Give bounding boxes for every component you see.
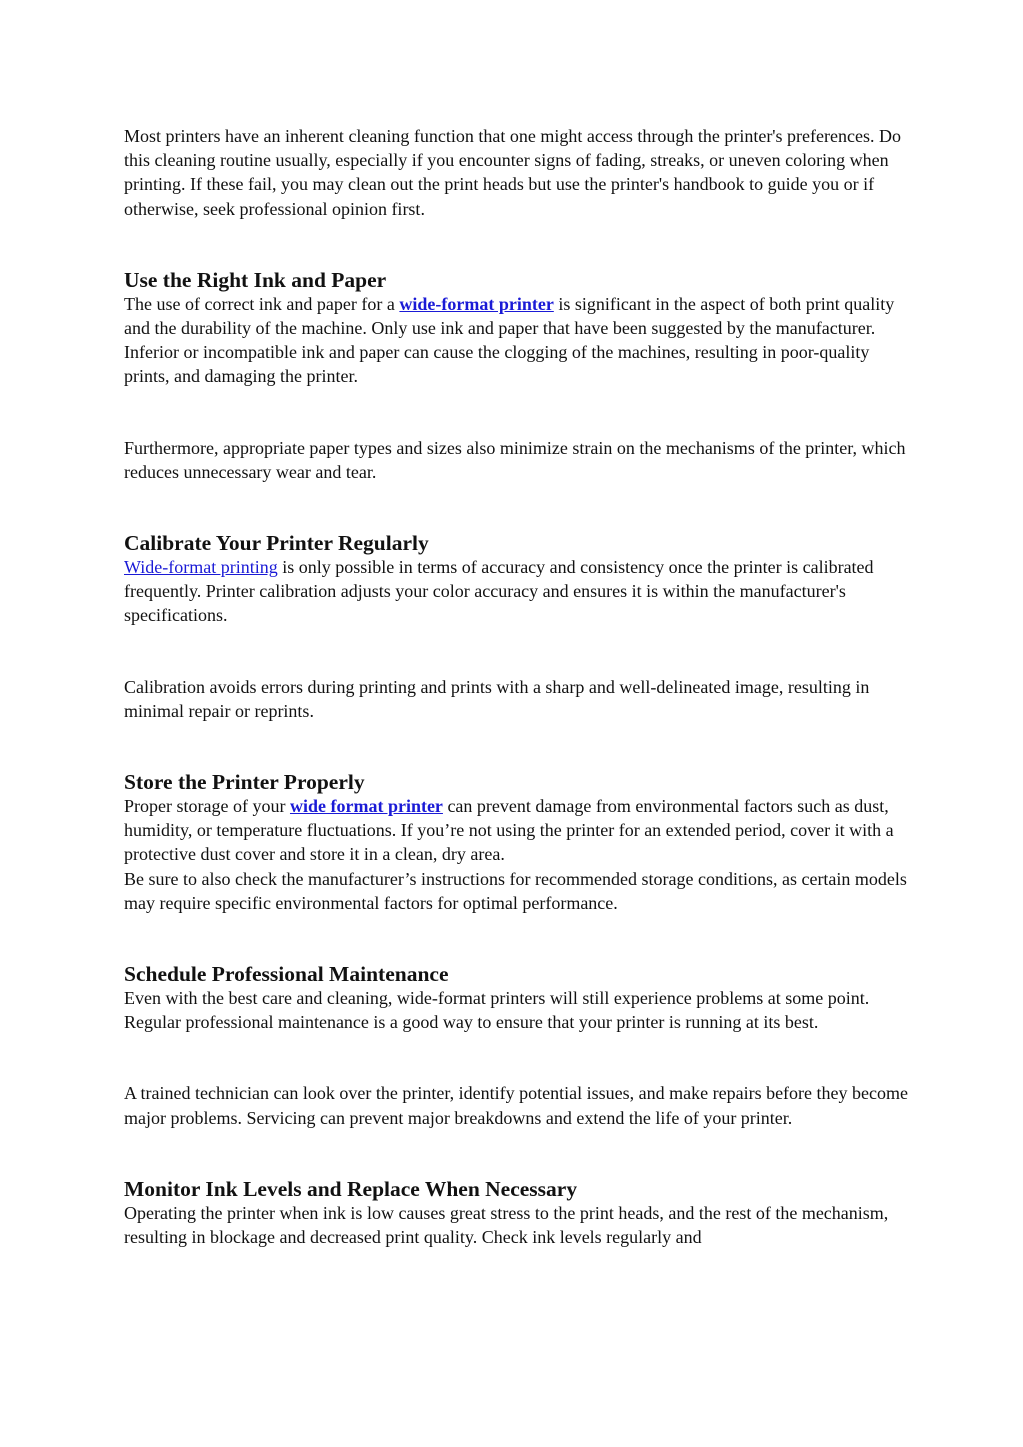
spacer bbox=[124, 221, 914, 268]
spacer bbox=[124, 484, 914, 531]
maintenance-paragraph-1: Even with the best care and cleaning, wide-format printers will still experience problems at some point. Regular professional maintenance is a good way to ensure that your printer is running at its best. bbox=[124, 988, 870, 1033]
heading-calibrate-printer: Calibrate Your Printer Regularly bbox=[124, 531, 429, 556]
ink-paper-paragraph-1 bbox=[124, 292, 914, 389]
spacer bbox=[124, 1034, 914, 1081]
intro-paragraph: Most printers have an inherent cleaning function that one might access through the printer's preferences. Do this cleaning routine usually, especially if you encounter signs of fading, streaks, or uneven coloring when printing. If these fail, you may clean out the print heads but use the printer's handbook to guide you or if otherwise, seek professional opinion first. bbox=[124, 126, 901, 219]
calibrate-paragraph-1 bbox=[124, 555, 914, 628]
spacer bbox=[124, 915, 914, 962]
maintenance-paragraph-2: A trained technician can look over the printer, identify potential issues, and make repairs before they become major problems. Servicing can prevent major breakdowns and extend the life of your printer. bbox=[124, 1083, 908, 1128]
heading-monitor-ink-levels: Monitor Ink Levels and Replace When Necessary bbox=[124, 1176, 578, 1201]
spacer bbox=[124, 389, 914, 436]
heading-store-printer: Store the Printer Properly bbox=[124, 770, 365, 795]
spacer bbox=[124, 1130, 914, 1177]
ink-paper-paragraph-2: Furthermore, appropriate paper types and sizes also minimize strain on the mechanisms of the printer, which reduces unnecessary wear and tear. bbox=[124, 437, 906, 482]
store-paragraph-1 bbox=[124, 794, 914, 867]
ink-paper-text-before: The use of correct ink and paper for a bbox=[124, 293, 400, 314]
spacer bbox=[124, 723, 914, 770]
spacer bbox=[124, 628, 914, 675]
wide-format-printing-link[interactable]: Wide-format printing bbox=[124, 557, 278, 578]
ink-levels-paragraph-1: Operating the printer when ink is low causes great stress to the print heads, and the rest of the mechanism, resulting in blockage and decreased print quality. Check ink levels regularly and bbox=[124, 1202, 889, 1248]
document-page bbox=[124, 124, 914, 1249]
heading-right-ink-paper: Use the Right Ink and Paper bbox=[124, 267, 387, 292]
calibrate-paragraph-2: Calibration avoids errors during printing and prints with a sharp and well-delineated image, resulting in minimal repair or reprints. bbox=[124, 676, 870, 721]
heading-professional-maintenance: Schedule Professional Maintenance bbox=[124, 962, 449, 987]
store-paragraph-2: Be sure to also check the manufacturer’s instructions for recommended storage conditions, as certain models may require specific environmental factors for optimal performance. bbox=[124, 868, 907, 913]
store-text-after: can prevent damage from environmental factors such as dust, humidity, or temperature fluctuations. If you’re not using the printer for an extended period, cover it with a protective dust cover and store it in a clean, dry area. bbox=[124, 796, 894, 865]
ink-paper-text-after: is significant in the aspect of both print quality and the durability of the machine. Only use ink and paper that have been suggested by the manufacturer. Inferior or incompatible ink and paper can cause the clogging of the machines, resulting in poor-quality prints, and damaging the printer. bbox=[124, 293, 895, 387]
store-text-before: Proper storage of your bbox=[124, 796, 290, 817]
calibrate-text-after: is only possible in terms of accuracy and consistency once the printer is calibrated frequently. Printer calibration adjusts your color accuracy and ensures it is within the manufacturer's specifications. bbox=[124, 557, 874, 626]
wide-format-printer-link-2[interactable]: wide format printer bbox=[289, 796, 443, 817]
wide-format-printer-link[interactable]: wide-format printer bbox=[399, 293, 554, 314]
